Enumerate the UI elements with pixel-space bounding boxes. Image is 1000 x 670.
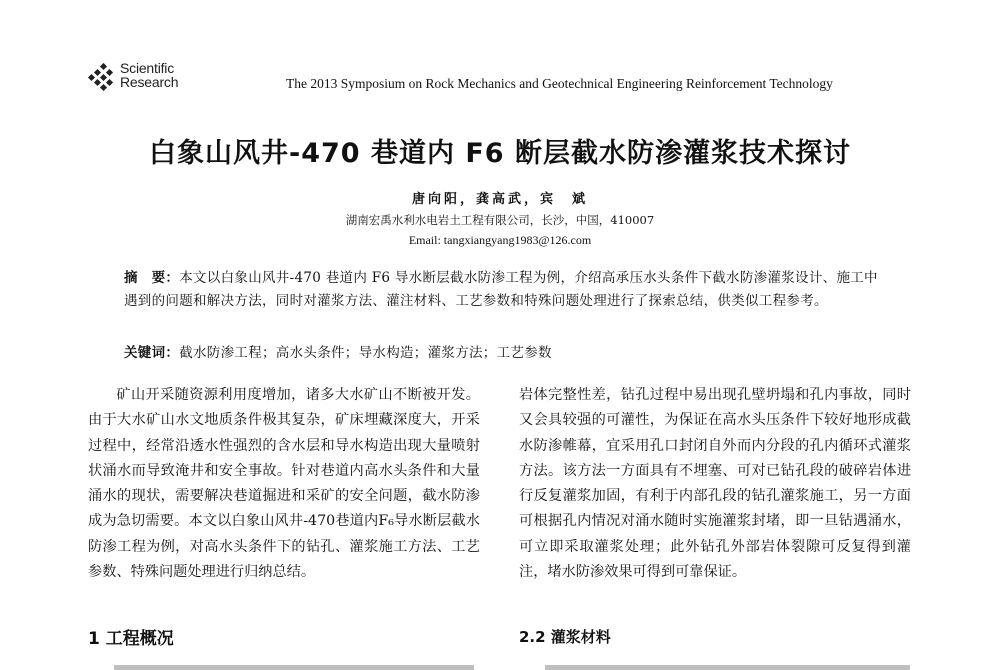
cutoff-text-right — [545, 656, 937, 670]
scientific-research-diamond-logo-icon — [88, 63, 118, 91]
symposium-header: The 2013 Symposium on Rock Mechanics and Geotechnical Engineering Reinforcement Technology — [286, 76, 833, 91]
author-email[interactable]: Email: tangxiangyang1983@126.com — [408, 233, 592, 247]
body-column-right — [519, 383, 911, 585]
grouting-method-paragraph: 岩体完整性差，钻孔过程中易出现孔壁坍塌和孔内事故，同时又会具较强的可灌性，为保证在高水头压条件下较好地形成截水防渗帷幕，宜采用孔口封闭自外而内分段的孔内循环式灌浆方法。该方法一方面具有不埋塞、可对已钻孔段的破碎岩体进行反复灌浆加固，有利于内部孔段的钻孔灌浆施工，另一方面可根据孔内情况对涌水随时实施灌浆封堵，即一旦钻遇涌水，可立即采取灌浆处理；此外钻孔外部岩体裂隙可反复得到灌注，堵水防渗效果可得到可靠保证。 — [519, 387, 911, 581]
abstract — [124, 267, 884, 313]
abstract-text: 本文以白象山风井-470 巷道内 F6 导水断层截水防渗工程为例，介绍高承压水头条件下截水防渗灌浆设计、施工中遇到的问题和解决方法，同时对灌浆方法、灌注材料、工艺参数和特殊问题处理进行了探索总结，供类似工程参考。 — [124, 270, 878, 309]
body-column-left — [88, 383, 480, 585]
section-heading-1: 1 工程概况 — [88, 629, 174, 649]
cutoff-text-left — [114, 656, 506, 670]
section-heading-2-2: 2.2 灌浆材料 — [519, 628, 611, 646]
keywords-text: 截水防渗工程；高水头条件；导水构造；灌浆方法；工艺参数 — [179, 345, 552, 361]
author-affiliation: 湖南宏禹水利水电岩土工程有限公司，长沙，中国，410007 — [345, 213, 655, 227]
abstract-label: 摘 要： — [124, 270, 180, 286]
intro-paragraph: 矿山开采随资源利用度增加，诸多大水矿山不断被开发。由于大水矿山水文地质条件极其复杂，矿床埋藏深度大，开采过程中，经常沿透水性强烈的含水层和导水构造出现大量喷射状涌水而导致淹井和安全事故。针对巷道内高水头条件和大量涌水的现状，需要解决巷道掘进和采矿的安全问题，截水防渗成为急切需要。本文以白象山风井-470巷道内F₆导水断层截水防渗工程为例，对高水头条件下的钻孔、灌浆施工方法、工艺参数、特殊问题处理进行归纳总结。 — [88, 387, 480, 581]
paper-authors: 唐向阳，龚高武，宾 斌 — [411, 192, 588, 207]
publisher-logo — [88, 60, 198, 94]
paper-title: 白象山风井-470 巷道内 F6 断层截水防渗灌浆技术探讨 — [149, 138, 851, 169]
logo-text-line2: Research — [120, 74, 179, 90]
keywords-label: 关键词： — [124, 345, 180, 361]
logo-text-line1: Scientific — [120, 60, 175, 76]
keywords — [124, 342, 884, 365]
